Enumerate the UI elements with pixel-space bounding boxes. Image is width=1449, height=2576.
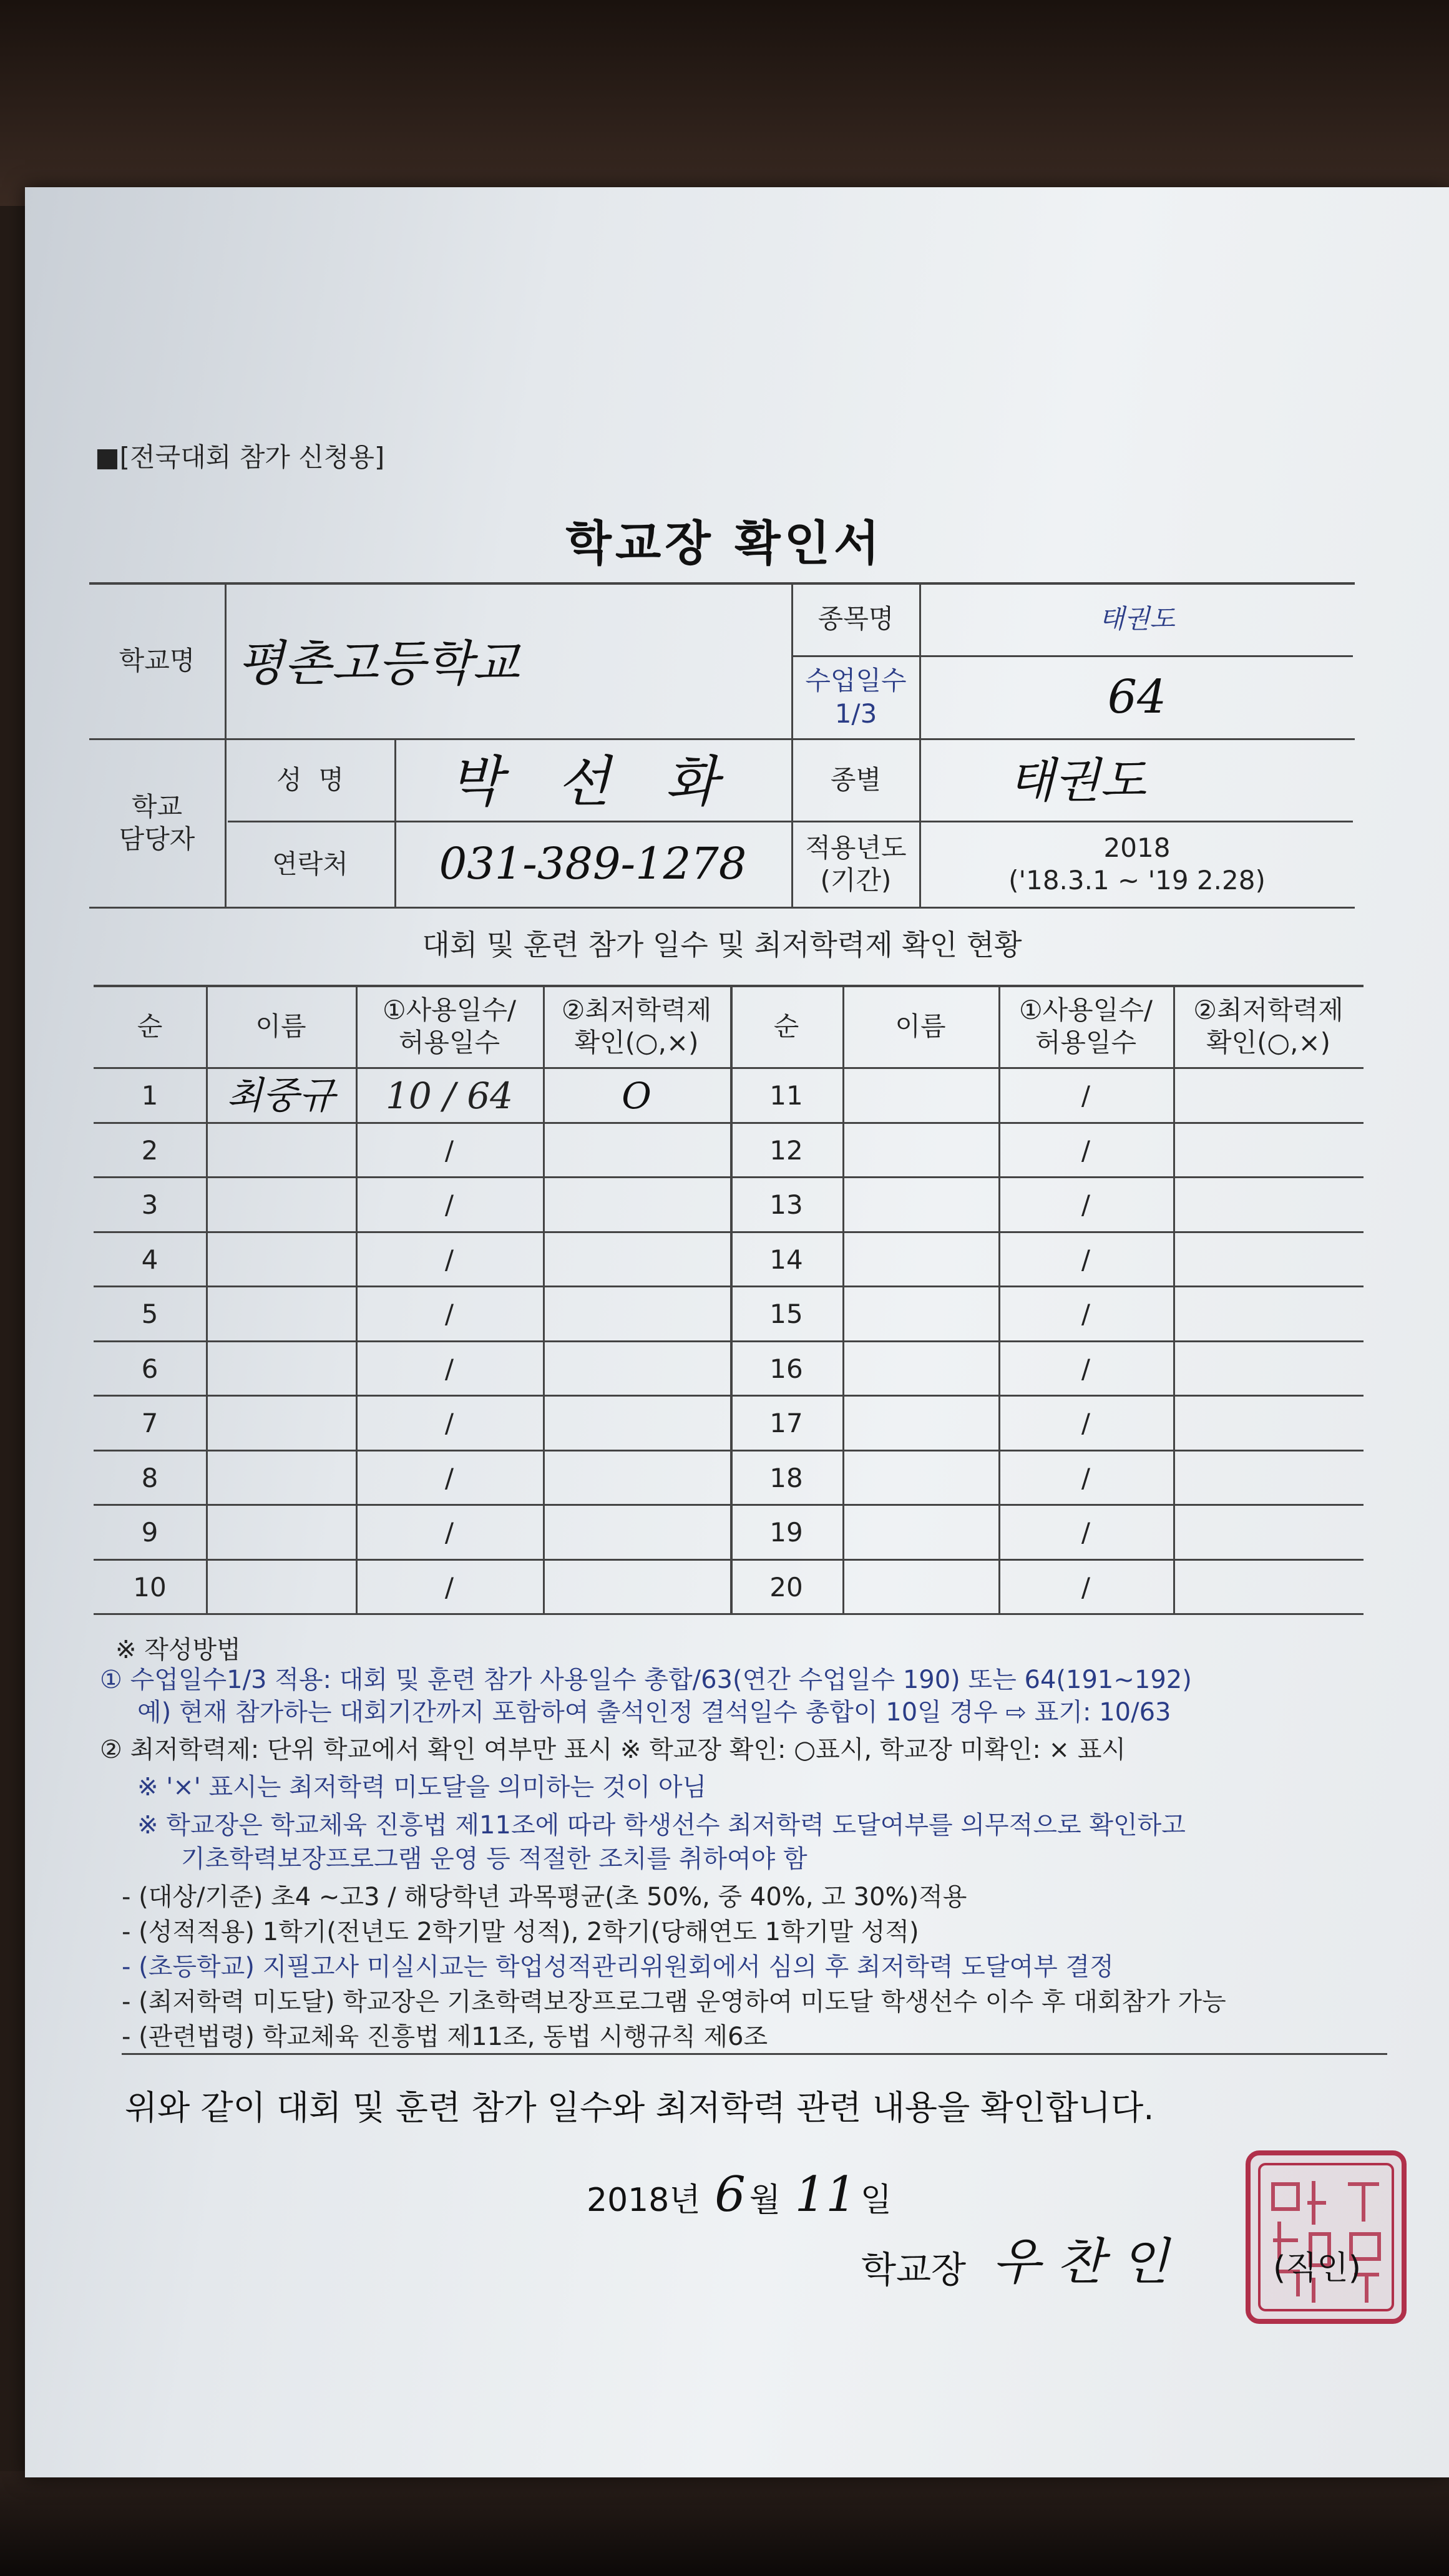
row-name [842,1068,998,1123]
row-number: 8 [141,1462,159,1493]
note-1b: 예) 현재 참가하는 대회기간까지 포함하여 출석인정 결석일수 총합이 10일 경우 ⇨ 표기: 10/63 [137,1698,1171,1727]
row-name [206,1123,356,1178]
confirmation-statement: 위와 같이 대회 및 훈련 참가 일수와 최저학력 관련 내용을 확인합니다. [125,2088,1154,2127]
year-label-line2: (기간) [820,865,892,895]
school-label: 학교명 [119,645,195,676]
desk-background-top [0,0,1449,206]
row-days-used: / [444,1244,454,1275]
row-days-used: / [444,1189,454,1220]
row-min-check [1173,1560,1364,1615]
row-name [842,1505,998,1560]
row-days-used: / [444,1516,454,1548]
detail-2: - (성적적용) 1학기(전년도 2학기말 성적), 2학기(당해연도 1학기말 성적) [122,1918,919,1946]
detail-1: - (대상/기준) 초4 ~고3 / 해당학년 과목평균(초 50%, 중 40%, 고 30%)적용 [122,1883,967,1911]
row-days-used: / [1081,1571,1091,1603]
section-title: 대회 및 훈련 참가 일수 및 최저학력제 확인 현황 [422,928,1022,962]
date-day-unit: 일 [860,2182,892,2219]
row-number: 1 [141,1080,159,1111]
row-min-check [1173,1505,1364,1560]
detail-3: - (초등학교) 지필고사 미실시교는 학업성적관리위원회에서 심의 후 최저학력 도달여부 결정 [122,1953,1114,1981]
date-day: 11 [794,2167,857,2223]
manager-label [89,739,225,907]
row-days-used: / [444,1462,454,1493]
row-number: 18 [769,1462,803,1493]
row-min-check [1173,1232,1364,1287]
row-days-used: / [444,1407,454,1438]
sport-label: 종목명 [817,603,894,635]
row-number: 16 [769,1353,803,1384]
col-header-min-right-line2: 확인(○,×) [1206,1027,1331,1058]
row-min-check [543,1178,730,1232]
row-days-used: / [1081,1407,1091,1438]
col-header-days-right-line2: 허용일수 [1035,1027,1137,1058]
notes-heading: ※ 작성방법 [115,1636,241,1664]
row-name [206,1232,356,1287]
name-label: 성 명 [276,764,344,795]
date-month-unit: 월 [749,2182,781,2219]
row-name [206,1396,356,1451]
row-number: 11 [769,1080,803,1111]
official-seal-stamp [1242,2147,1410,2328]
col-header-days-left-line2: 허용일수 [398,1027,500,1058]
col-header-min-right [1173,986,1364,1067]
row-days-used: / [1081,1134,1091,1166]
col-header-name-right: 이름 [895,1010,946,1042]
col-header-days-left-line1: ①사용일수/ [382,994,517,1025]
row-min-check [1173,1342,1364,1397]
desk-background-bottom [0,2471,1449,2576]
row-min-check [543,1232,730,1287]
row-name [842,1342,998,1397]
row-min-check [543,1560,730,1615]
row-min-check [1173,1396,1364,1451]
col-header-no-left: 순 [137,1010,163,1042]
row-days-used: / [444,1134,454,1166]
row-name [842,1560,998,1615]
col-header-name-left: 이름 [255,1010,306,1042]
category-label: 종별 [830,764,882,795]
row-min-check [1173,1178,1364,1232]
row-name [842,1178,998,1232]
row-number: 3 [141,1189,159,1220]
row-name [206,1342,356,1397]
row-number: 10 [133,1571,167,1603]
row-name [206,1178,356,1232]
manager-label-line2: 담당자 [119,824,195,854]
row-name [206,1505,356,1560]
issue-date [587,2167,892,2223]
row-name [842,1287,998,1342]
year-label [793,822,919,907]
row-name: 최중규 [227,1073,335,1118]
detail-4: - (최저학력 미도달) 학교장은 기초학력보장프로그램 운영하여 미도달 학생선수 이수 후 대회참가 가능 [122,1988,1226,2016]
principal-label: 학교장 [861,2248,967,2291]
row-name [842,1396,998,1451]
row-number: 7 [141,1407,159,1438]
row-number: 12 [769,1134,803,1166]
col-header-days-left [356,986,543,1067]
date-year: 2018년 [587,2182,701,2219]
row-number: 4 [141,1244,159,1275]
row-number: 6 [141,1353,159,1384]
contact-value: 031-389-1278 [439,838,747,890]
row-min-check [1173,1287,1364,1342]
class-days-value: 64 [1107,670,1167,724]
row-days-used: / [1081,1298,1091,1329]
row-name [206,1287,356,1342]
row-days-used: / [1081,1353,1091,1384]
row-name [842,1451,998,1506]
col-header-min-right-line1: ②최저학력제 [1193,994,1344,1025]
category-value: 태권도 [1008,752,1146,808]
row-min-check [543,1123,730,1178]
row-number: 20 [769,1571,803,1603]
row-name [842,1232,998,1287]
sport-value: 태권도 [1099,603,1175,635]
contact-label: 연락처 [272,848,348,879]
principal-signature: 우 찬 인 [992,2233,1169,2291]
row-min-check [543,1505,730,1560]
row-days-used: 10 / 64 [385,1074,514,1117]
note-4a: ※ 학교장은 학교체육 진흥법 제11조에 따라 학생선수 최저학력 도달여부를 의무적으로 확인하고 [137,1811,1186,1840]
note-1a: ① 수업일수1/3 적용: 대회 및 훈련 참가 사용일수 총합/63(연간 수업일수 190) 또는 64(191~192) [100,1666,1192,1694]
row-days-used: / [1081,1462,1091,1493]
row-number: 5 [141,1298,159,1329]
date-month: 6 [715,2167,746,2223]
row-number: 19 [769,1516,803,1548]
row-name [842,1123,998,1178]
notes-divider [122,2053,1387,2055]
class-days-label-line1: 수업일수 [805,665,907,696]
col-header-min-left [543,986,730,1067]
col-header-days-right-line1: ①사용일수/ [1018,994,1153,1025]
col-header-min-left-line1: ②최저학력제 [561,994,712,1025]
manager-label-line1: 학교 [131,791,183,822]
class-days-label [793,656,919,738]
row-min-check [543,1396,730,1451]
row-min-check [543,1451,730,1506]
col-header-days-right [998,986,1173,1067]
row-days-used: / [1081,1244,1091,1275]
row-min-check [1173,1123,1364,1178]
row-min-check: O [622,1074,651,1117]
note-2: ② 최저학력제: 단위 학교에서 확인 여부만 표시 ※ 학교장 확인: ○표시, 학교장 미확인: × 표시 [100,1735,1126,1764]
row-min-check [543,1342,730,1397]
row-min-check [543,1287,730,1342]
note-4b: 기초학력보장프로그램 운영 등 적절한 조치를 취하여야 함 [181,1845,807,1873]
row-number: 14 [769,1244,803,1275]
class-days-label-line2: 1/3 [834,698,877,729]
row-days-used: / [444,1353,454,1384]
school-value: 평촌고등학교 [237,636,520,693]
seal-label: (직인) [1273,2250,1362,2287]
row-min-check [1173,1451,1364,1506]
row-days-used: / [1081,1189,1091,1220]
row-days-used: / [444,1571,454,1603]
manager-name-value: 박 선 화 [449,749,737,814]
row-number: 2 [141,1134,159,1166]
year-value-line1: 2018 [1103,832,1171,863]
col-header-min-left-line2: 확인(○,×) [574,1027,699,1058]
note-3: ※ '×' 표시는 최저학력 미도달을 의미하는 것이 아님 [137,1773,707,1802]
row-number: 13 [769,1189,803,1220]
row-days-used: / [444,1298,454,1329]
row-number: 17 [769,1407,803,1438]
document-title: 학교장 확인서 [565,515,884,571]
row-number: 9 [141,1516,159,1548]
row-number: 15 [769,1298,803,1329]
col-header-no-right: 순 [773,1010,799,1042]
form-type-tag: ■[전국대회 참가 신청용] [95,442,385,472]
year-value-line2: ('18.3.1 ~ '19 2.28) [1008,865,1266,895]
row-days-used: / [1081,1516,1091,1548]
year-value [921,822,1353,907]
row-days-used: / [1081,1080,1091,1111]
year-label-line1: 적용년도 [805,832,907,863]
row-name [206,1451,356,1506]
row-name [206,1560,356,1615]
detail-5: - (관련법령) 학교체육 진흥법 제11조, 동법 시행규칙 제6조 [122,2022,768,2051]
row-min-check [1173,1068,1364,1123]
